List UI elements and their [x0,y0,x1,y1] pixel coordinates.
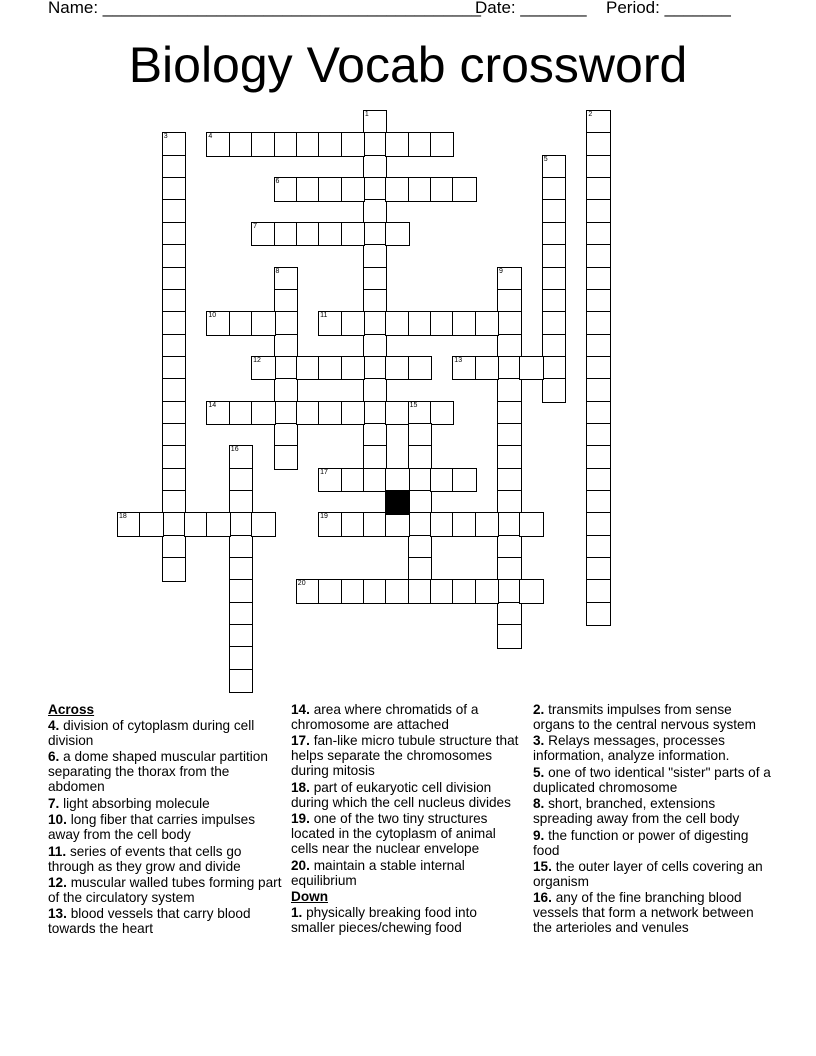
clue-down-16: 16. any of the fine branching blood vessels that form a network between the arterioles and venules [533,890,754,936]
crossword-cell[interactable] [162,267,187,292]
crossword-cell[interactable] [162,132,187,157]
clue-down-9: 9. the function or power of digesting food [533,827,749,858]
crossword-cell[interactable] [497,468,522,493]
crossword-cell[interactable] [497,311,522,336]
crossword-cell[interactable] [586,222,611,247]
crossword-cell[interactable] [274,177,299,202]
crossword-cell[interactable] [542,244,567,269]
crossword-cell[interactable] [162,177,187,202]
crossword-cell[interactable] [408,579,433,604]
clue-number: 20 [297,580,306,588]
crossword-cell[interactable] [542,356,567,381]
crossword-cell[interactable] [452,356,477,381]
crossword-cell[interactable] [385,401,410,426]
crossword-cell[interactable] [408,401,433,426]
crossword-cell[interactable] [408,423,433,448]
crossword-cell[interactable] [229,624,254,649]
crossword-cell[interactable] [318,311,343,336]
crossword-cell[interactable] [162,244,187,269]
crossword-cell[interactable] [475,311,500,336]
crossword-cell[interactable] [229,512,254,537]
crossword-cell[interactable] [475,579,500,604]
clues-column-1 [48,702,286,938]
crossword-cell[interactable] [229,311,254,336]
crossword-cell[interactable] [318,512,343,537]
crossword-cell[interactable] [296,401,321,426]
crossword-cell[interactable] [586,401,611,426]
crossword-cell[interactable] [586,423,611,448]
crossword-cell[interactable] [229,132,254,157]
crossword-cell[interactable] [363,155,388,180]
crossword-cell[interactable] [497,624,522,649]
crossword-cell[interactable] [452,311,477,336]
crossword-cell[interactable] [385,579,410,604]
clue-number: 7 [253,222,257,230]
clue-number: 10 [208,312,217,320]
clue-across-17: 17. fan-like micro tubule structure that helps separate the chromosomes during mitosis [291,733,519,779]
period-field-label: Period: _______ [606,0,731,17]
crossword-cell[interactable] [586,132,611,157]
crossword-cell[interactable] [475,512,500,537]
crossword-cell[interactable] [497,490,522,515]
crossword-cell[interactable] [586,378,611,403]
crossword-cell[interactable] [274,356,299,381]
crossword-cell[interactable] [542,378,567,403]
crossword-cell[interactable] [363,334,388,359]
crossword-cell[interactable] [274,289,299,314]
page-title: Biology Vocab crossword [128,37,688,93]
crossword-cell[interactable] [408,445,433,470]
crossword-cell[interactable] [341,579,366,604]
crossword-cell[interactable] [497,356,522,381]
crossword-cell[interactable] [229,490,254,515]
crossword-cell[interactable] [251,512,276,537]
crossword-cell[interactable] [497,557,522,582]
crossword-cell[interactable] [385,311,410,336]
crossword-cell[interactable] [542,289,567,314]
clues-column-2 [291,702,523,936]
date-field-label: Date: _______ [475,0,587,17]
clue-down-2: 2. transmits impulses from sense organs to the central nervous system [533,702,756,732]
crossword-cell[interactable] [497,445,522,470]
clue-down-1: 1. physically breaking food into smaller pieces/chewing food [291,904,477,935]
crossword-cell[interactable] [542,267,567,292]
crossword-cell[interactable] [430,468,455,493]
crossword-cell[interactable] [229,535,254,560]
clue-number: 19 [320,513,328,521]
crossword-cell[interactable] [162,401,187,426]
crossword-cell[interactable] [162,535,187,560]
clue-down-5: 5. one of two identical "sister" parts of a duplicated chromosome [533,764,771,795]
crossword-cell[interactable] [162,512,187,537]
crossword-cell[interactable] [586,311,611,336]
crossword-cell[interactable] [162,222,187,247]
crossword-cell[interactable] [318,401,343,426]
crossword-cell[interactable] [408,535,433,560]
clue-across-20: 20. maintain a stable internal equilibrium [291,857,465,888]
crossword-cell[interactable] [318,177,343,202]
crossword-cell[interactable] [318,222,343,247]
crossword-cell[interactable] [586,199,611,224]
clue-across-19: 19. one of the two tiny structures located in the cytoplasm of animal cells near the nuclear envelope [291,811,496,857]
crossword-cell[interactable] [385,177,410,202]
crossword-cell[interactable] [586,334,611,359]
crossword-cell[interactable] [296,356,321,381]
crossword-cell[interactable] [363,356,388,381]
crossword-cell[interactable] [586,289,611,314]
crossword-cell[interactable] [497,602,522,627]
crossword-cell[interactable] [519,579,544,604]
crossword-cell[interactable] [363,311,388,336]
crossword-cell[interactable] [229,669,254,694]
crossword-cell[interactable] [363,110,388,135]
crossword-cell[interactable] [274,401,299,426]
crossword-cell[interactable] [206,311,231,336]
clue-across-11: 11. series of events that cells go through as they grow and divide [48,843,242,874]
clue-number: 13 [454,356,463,364]
crossword-cell[interactable] [251,132,276,157]
crossword-cell[interactable] [363,222,388,247]
clue-number: 4 [208,133,213,141]
clue-across-12: 12. muscular walled tubes forming part of the circulatory system [48,874,282,905]
crossword-cell[interactable] [519,356,544,381]
crossword-cell[interactable] [385,132,410,157]
crossword-cell[interactable] [206,132,231,157]
crossword-cell[interactable] [251,356,276,381]
crossword-cell[interactable] [341,177,366,202]
crossword-cell[interactable] [139,512,164,537]
crossword-cell[interactable] [586,557,611,582]
crossword-cell[interactable] [586,267,611,292]
crossword-cell[interactable] [162,289,187,314]
crossword-cell[interactable] [229,468,254,493]
crossword-cell[interactable] [229,602,254,627]
crossword-cell[interactable] [184,512,209,537]
crossword-cell[interactable] [206,512,231,537]
crossword-cell[interactable] [586,356,611,381]
crossword-cell[interactable] [318,132,343,157]
crossword-cell[interactable] [408,512,433,537]
crossword-cell[interactable] [586,535,611,560]
crossword-cell[interactable] [497,423,522,448]
crossword-cell[interactable] [385,356,410,381]
clue-number: 9 [499,267,503,275]
crossword-cell[interactable] [318,468,343,493]
crossword-cell[interactable] [162,557,187,582]
crossword-cell[interactable] [586,110,611,135]
crossword-cell[interactable] [341,512,366,537]
crossword-cell[interactable] [274,267,299,292]
clues-column-3 [533,702,773,937]
crossword-cell[interactable] [318,579,343,604]
crossword-cell[interactable] [586,579,611,604]
crossword-cell[interactable] [497,512,522,537]
clue-across-14: 14. area where chromatids of a chromosome are attached [291,702,479,732]
crossword-cell[interactable] [385,512,410,537]
crossword-cell[interactable] [363,512,388,537]
crossword-cell[interactable] [296,132,321,157]
crossword-cell[interactable] [162,199,187,224]
crossword-cell[interactable] [385,468,410,493]
crossword-cell[interactable] [274,445,299,470]
crossword-cell[interactable] [162,490,187,515]
crossword-cell[interactable] [430,579,455,604]
crossword-cell[interactable] [318,356,343,381]
crossword-cell[interactable] [229,579,254,604]
crossword-cell[interactable] [341,468,366,493]
crossword-cell[interactable] [363,423,388,448]
crossword-cell[interactable] [341,356,366,381]
crossword-cell[interactable] [296,579,321,604]
crossword-cell[interactable] [274,222,299,247]
clue-down-3: 3. Relays messages, processes information, analyze information. [533,733,730,764]
clue-number: 2 [588,111,593,118]
crossword-cell[interactable] [497,535,522,560]
clue-down-15: 15. the outer layer of cells covering an organism [533,858,763,889]
crossword-cell[interactable] [341,401,366,426]
crossword-cell[interactable] [162,311,187,336]
crossword-cell[interactable] [542,311,567,336]
crossword-cell[interactable] [274,423,299,448]
across-heading: Across [48,702,95,717]
crossword-cell[interactable] [452,468,477,493]
crossword-cell[interactable] [586,177,611,202]
crossword-cell[interactable] [497,267,522,292]
crossword-cell[interactable] [586,490,611,515]
crossword-cell[interactable] [274,334,299,359]
crossword-cell[interactable] [363,468,388,493]
crossword-cell[interactable] [341,132,366,157]
crossword-cell[interactable] [162,468,187,493]
clue-number: 1 [364,111,369,118]
clue-number: 14 [208,401,217,409]
crossword-cell[interactable] [363,244,388,269]
crossword-cell[interactable] [162,423,187,448]
crossword-cell[interactable] [274,132,299,157]
crossword-cell[interactable] [162,334,187,359]
crossword-cell[interactable] [363,177,388,202]
crossword-cell[interactable] [586,468,611,493]
name-field-label: Name: ________________________________________ [48,0,481,17]
clue-across-10: 10. long fiber that carries impulses away from the cell body [48,812,256,843]
clue-number: 18 [119,513,127,521]
clue-number: 5 [543,155,548,163]
crossword-cell[interactable] [430,401,455,426]
clue-number: 17 [320,468,328,476]
crossword-cell[interactable] [274,378,299,403]
crossword-cell[interactable] [363,289,388,314]
clue-number: 6 [275,178,280,186]
crossword-cell[interactable] [162,445,187,470]
crossword-cell[interactable] [408,177,433,202]
crossword-cell[interactable] [542,222,567,247]
crossword-cell[interactable] [475,356,500,381]
clue-down-8: 8. short, branched, extensions spreading away from the cell body [533,796,740,827]
crossword-cell[interactable] [363,378,388,403]
crossword-cell[interactable] [430,132,455,157]
crossword-cell[interactable] [363,132,388,157]
crossword-cell[interactable] [542,177,567,202]
crossword-cell[interactable] [229,401,254,426]
crossword-cell[interactable] [341,222,366,247]
crossword-cell[interactable] [296,177,321,202]
crossword-cell[interactable] [162,378,187,403]
clue-across-6: 6. a dome shaped muscular partition separating the thorax from the abdomen [48,749,268,795]
clue-number: 16 [230,446,239,454]
crossword-cell[interactable] [296,222,321,247]
clue-number: 8 [275,267,280,275]
down-heading: Down [291,888,328,904]
crossword-cell[interactable] [341,311,366,336]
clue-number: 11 [320,312,328,320]
crossword-cell[interactable] [229,445,254,470]
clue-number: 12 [253,356,261,364]
crossword-cell[interactable] [586,602,611,627]
crossword-cell[interactable] [385,222,410,247]
crossword-cell[interactable] [251,222,276,247]
crossword-cell[interactable] [274,311,299,336]
crossword-cell[interactable] [542,199,567,224]
clue-across-18: 18. part of eukaryotic cell division during which the cell nucleus divides [291,779,511,810]
crossword-cell[interactable] [363,199,388,224]
crossword-cell[interactable] [408,557,433,582]
crossword-cell[interactable] [497,378,522,403]
crossword-cell[interactable] [229,646,254,671]
black-square [385,490,410,515]
crossword-cell[interactable] [542,334,567,359]
crossword-cell[interactable] [363,267,388,292]
crossword-cell[interactable] [408,468,433,493]
crossword-cell[interactable] [363,445,388,470]
crossword-cell[interactable] [430,311,455,336]
clue-number: 3 [163,133,168,141]
crossword-cell[interactable] [452,579,477,604]
crossword-cell[interactable] [363,579,388,604]
crossword-cell[interactable] [497,289,522,314]
crossword-cell[interactable] [408,132,433,157]
crossword-cell[interactable] [519,512,544,537]
crossword-cell[interactable] [497,334,522,359]
crossword-cell[interactable] [408,311,433,336]
crossword-cell[interactable] [430,512,455,537]
clue-across-4: 4. division of cytoplasm during cell division [48,718,255,748]
clue-across-13: 13. blood vessels that carry blood towards the heart [48,906,251,937]
crossword-cell[interactable] [497,579,522,604]
crossword-cell[interactable] [452,177,477,202]
crossword-cell[interactable] [586,445,611,470]
crossword-cell[interactable] [251,311,276,336]
crossword-cell[interactable] [430,177,455,202]
crossword-cell[interactable] [542,155,567,180]
crossword-cell[interactable] [586,155,611,180]
crossword-cell[interactable] [497,401,522,426]
crossword-cell[interactable] [229,557,254,582]
crossword-cell[interactable] [206,401,231,426]
clue-across-7: 7. light absorbing molecule [48,795,210,811]
crossword-cell[interactable] [162,155,187,180]
clue-number: 15 [409,401,418,409]
crossword-cell[interactable] [586,512,611,537]
crossword-cell[interactable] [408,490,433,515]
crossword-cell[interactable] [452,512,477,537]
crossword-cell[interactable] [162,356,187,381]
crossword-cell[interactable] [408,356,433,381]
crossword-cell[interactable] [117,512,142,537]
crossword-cell[interactable] [363,401,388,426]
crossword-cell[interactable] [586,244,611,269]
crossword-cell[interactable] [251,401,276,426]
